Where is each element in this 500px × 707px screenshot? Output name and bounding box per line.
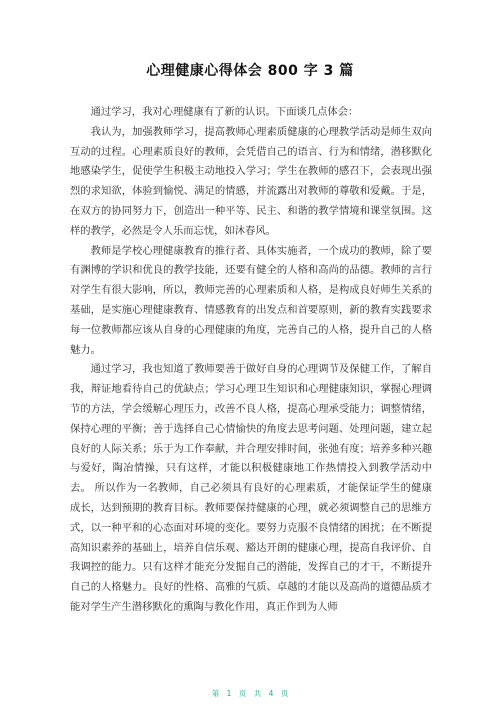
document-body	[70, 103, 432, 618]
paragraph-1: 通过学习，我对心理健康有了新的认识。下面谈几点体会：	[90, 106, 359, 118]
paragraph-3: 教师是学校心理健康教育的推行者、具体实施者，一个成功的教师，除了要有渊博的学识和优良的教学技能，还要有健全的人格和高尚的品德。教师的言行对学生有很大影响，所以，教师完善的心理素质和人格，是构成良好师生关系的基础，是实施心理健康教育、情感教育的出发点和首要原则，新的教育实践要求每一位教师都应该从自身的心理健康的角度，完善自己的人格，提升自己的人格魅力。	[70, 244, 432, 356]
paragraph-2: 我认为，加强教师学习，提高教师心理素质健康的心理教学活动是师生双向互动的过程。心理素质良好的教师，会凭借自己的语言、行为和情绪，潜移默化地感染学生，促使学生积极主动地投入学习；学生在教师的感召下，会表现出强烈的求知欲，体验到愉悦、满足的情感，并流露出对教师的尊敬和爱戴。于是，在双方的协同努力下，创造出一种平等、民主、和谐的教学情境和课堂氛围。这样的教学，必然是令人乐而忘忧，如沐春风。	[70, 125, 432, 237]
document-title: 心理健康心得体会 800 字 3 篇	[146, 63, 354, 79]
paragraph-4: 通过学习，我也知道了教师要善于做好自身的心理调节及保健工作，了解自我，辩证地看待自己的优缺点；学习心理卫生知识和心理健康知识，掌握心理调节的方法，学会缓解心理压力，改善不良人格，提高心理承受能力；调整情绪，保持心理的平衡；善于选择自己心情愉快的角度去思考问题、处理问题，建立起良好的人际关系；乐于为工作奉献，并合理安排时间，张弛有度；培养多种兴趣与爱好，陶冶情操，只有这样，才能以积极健康地工作热情投入到教学活动中去。 所以作为一名教师，自己必须具有良好的心理素质，才能保证学生的健康成长，达到预期的教育目标。教师要保持健康的心理，就必须调整自己的思维方式，以一种平和的心态面对环境的变化。要努力克服不良情绪的困扰；在不断提高知识素养的基础上，培养自信乐观、豁达开朗的健康心理，提高自我评价、自我调控的能力。只有这样才能充分发掘自己的潜能，发挥自己的才干，不断提升自己的人格魅力。良好的性格、高雅的气质、卓越的才能以及高尚的道德品质才能对学生产生潜移默化的熏陶与教化作用，真正作到为人师	[70, 363, 432, 613]
page-number-footer: 第 1 页 共 4 页	[211, 689, 289, 698]
